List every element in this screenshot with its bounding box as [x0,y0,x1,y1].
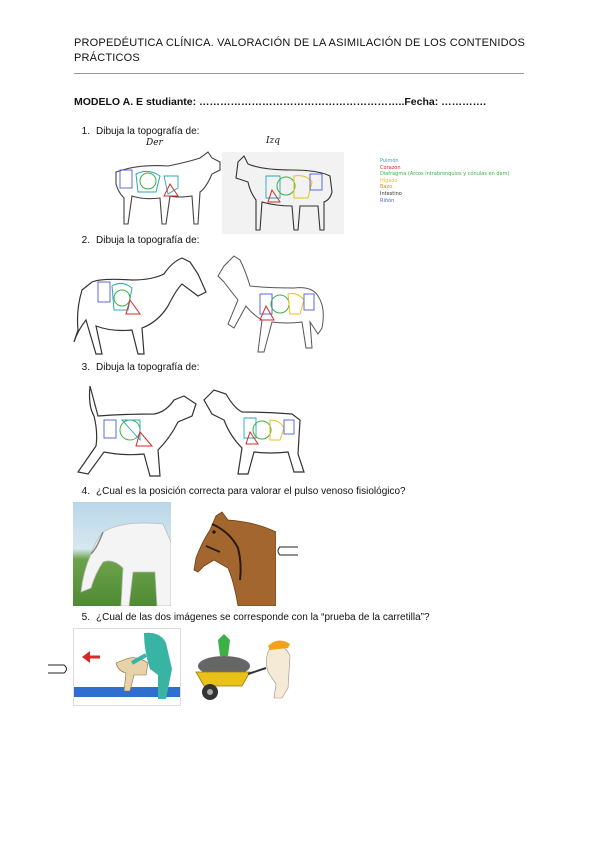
question-5 [74,612,430,623]
arrow-left-icon [276,544,300,558]
photo-wheelbarrow-test [73,628,181,706]
horse-left-topography-figure [214,252,334,362]
question-1-number: 1. [81,126,90,137]
legend-item-liver: Hígado [380,177,398,184]
photo-horse-head-down [73,502,171,606]
question-2 [74,235,199,246]
page-header: PROPEDÉUTICA CLÍNICA. VALORACIÓN DE LA ASIMILACIÓN DE LOS CONTENIDOS PRÁCTICOS [74,37,526,64]
legend-item-diaphragm: Diafragma (Arcos intrabronquios y cónulas en dem) [380,171,510,178]
dog-left-topography-figure [200,380,310,480]
legend-item-lung: Pulmón [380,158,399,164]
photo-dog-with-cart [188,628,306,706]
legend-item-intestine: Intestino [380,190,402,197]
topography-legend [380,158,509,204]
question-1-text: Dibuja la topografía de: [96,126,200,137]
question-2-text: Dibuja la topografía de: [96,235,200,246]
legend-item-heart: Corazón [380,164,401,171]
arrow-right-icon [48,662,70,676]
question-2-number: 2. [81,235,90,246]
question-4-number: 4. [81,486,90,497]
question-1 [74,126,199,137]
cow-right-topography-figure [108,148,226,232]
question-4-text: ¿Cual es la posición correcta para valorar el pulso venoso fisiológico? [96,486,406,497]
horse-head-up-illustration [176,502,276,606]
question-3-number: 3. [81,362,90,373]
horse-right-topography-figure [72,250,210,360]
vet-lifting-dog-illustration [74,629,181,706]
photo-horse-head-up [176,502,276,606]
dog-right-topography-figure [74,376,204,482]
question-5-number: 5. [81,612,90,623]
legend-item-kidney: Riñón [380,197,395,204]
question-5-text: ¿Cual de las dos imágenes se corresponde con la “prueba de la carretilla”? [96,612,430,623]
question-4 [74,486,406,497]
legend-item-spleen: Bazo [380,184,393,191]
header-divider [74,73,524,74]
cow-left-topography-figure [222,152,344,234]
label-izq: Izq [266,136,281,146]
student-date-line: MODELO A. E studiante: …………………………………………………..Fecha: …………. [74,96,487,108]
cartoon-dog-wheelbarrow-illustration [188,628,306,706]
question-3 [74,362,199,373]
horse-grazing-illustration [73,502,171,606]
question-3-text: Dibuja la topografía de: [96,362,200,373]
label-der: Der [146,138,163,148]
